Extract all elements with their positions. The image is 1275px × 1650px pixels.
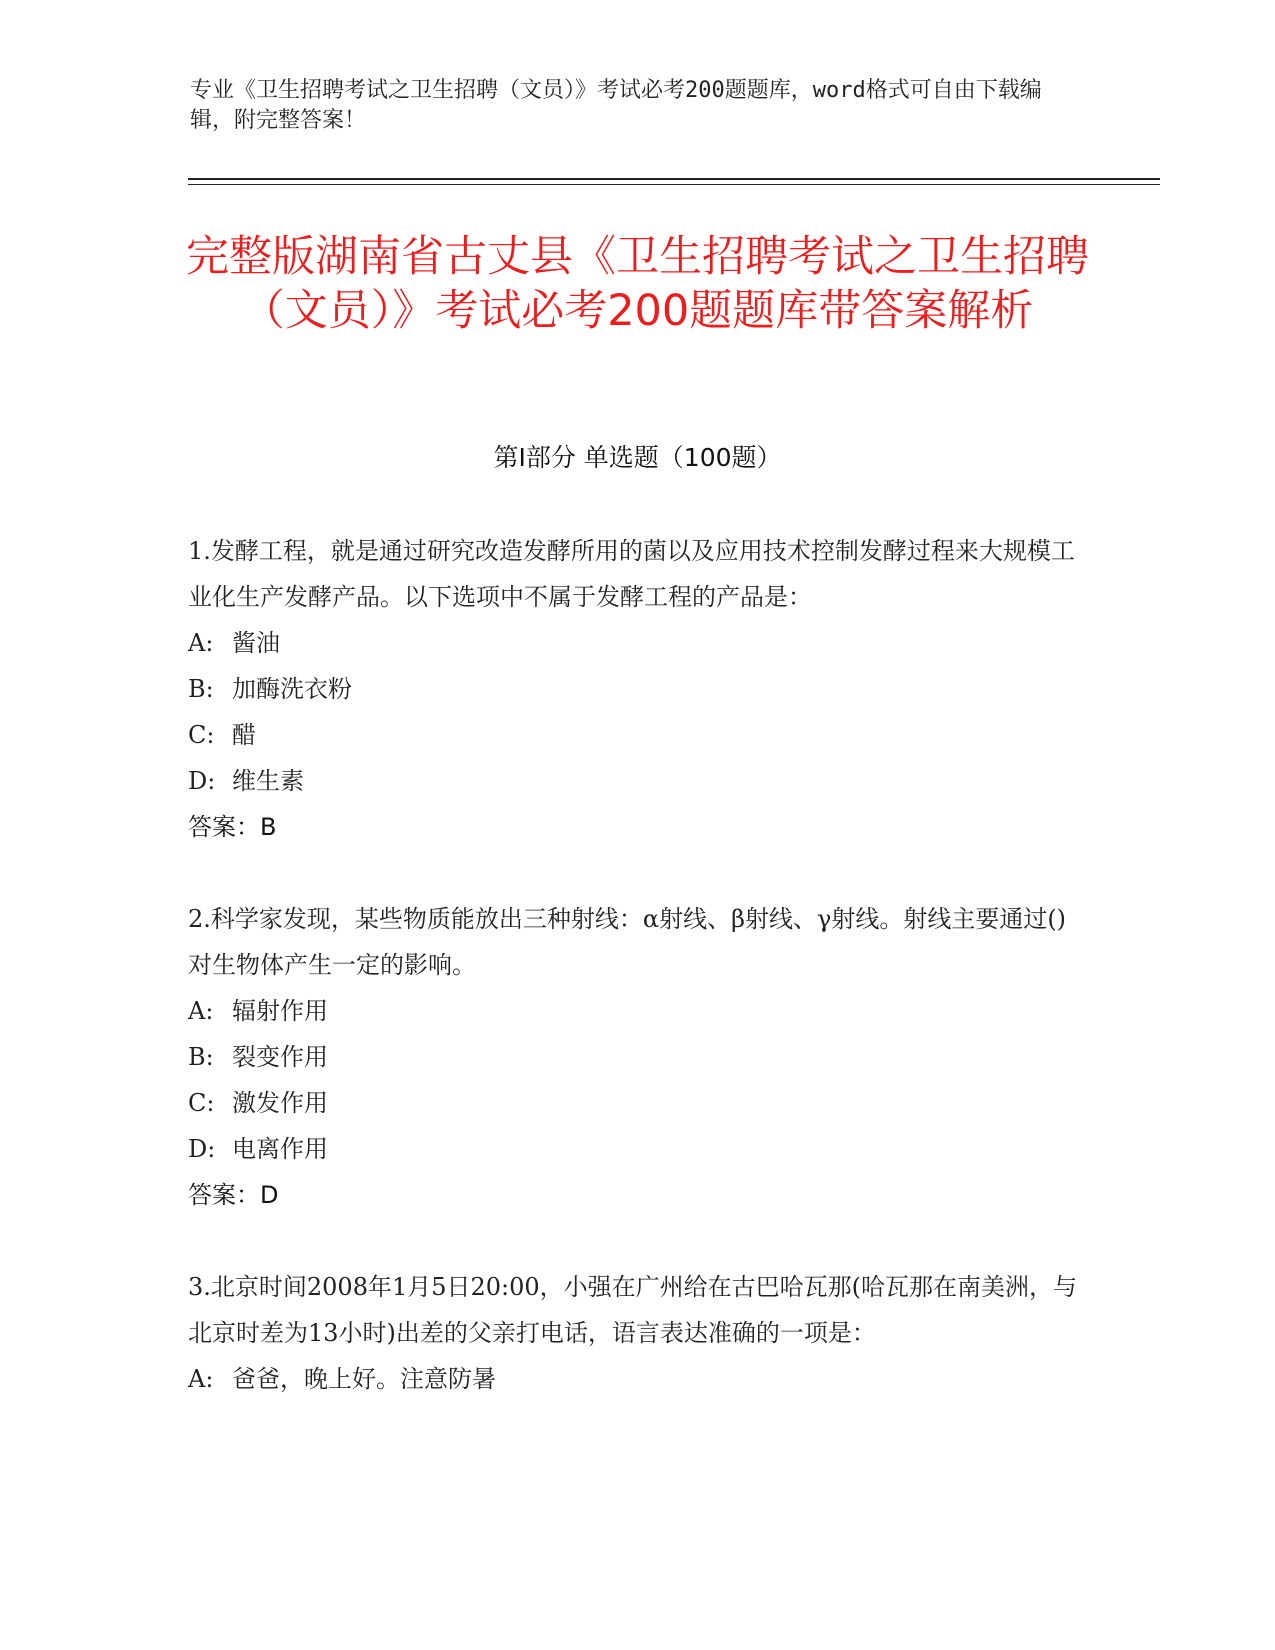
question-2 (188, 896, 1083, 1218)
header-divider-thick (188, 178, 1160, 180)
option-c (188, 1080, 1083, 1126)
option-a (188, 1356, 1083, 1402)
option-a (188, 988, 1083, 1034)
option-key: D: (188, 1135, 216, 1163)
option-d (188, 1126, 1083, 1172)
option-text: 维生素 (232, 767, 304, 795)
option-text: 辐射作用 (232, 997, 328, 1025)
question-list (188, 528, 1083, 1402)
question-stem: 2.科学家发现，某些物质能放出三种射线：α射线、β射线、γ射线。射线主要通过()对生物体产生一定的影响。 (188, 905, 1067, 979)
answer-line: 答案：B (188, 813, 277, 841)
option-b (188, 1034, 1083, 1080)
question-stem: 1.发酵工程，就是通过研究改造发酵所用的菌以及应用技术控制发酵过程来大规模工业化生产发酵产品。以下选项中不属于发酵工程的产品是： (188, 537, 1075, 611)
option-a (188, 620, 1083, 666)
option-d (188, 758, 1083, 804)
question-stem: 3.北京时间2008年1月5日20:00，小强在广州给在古巴哈瓦那(哈瓦那在南美洲，与北京时差为13小时)出差的父亲打电话，语言表达准确的一项是： (188, 1273, 1078, 1347)
option-c (188, 712, 1083, 758)
question-1 (188, 528, 1083, 850)
option-key: B: (188, 675, 214, 703)
option-text: 醋 (232, 721, 256, 749)
option-key: B: (188, 1043, 214, 1071)
option-key: A: (188, 629, 214, 657)
question-3 (188, 1264, 1083, 1402)
option-key: C: (188, 1089, 215, 1117)
answer-line: 答案：D (188, 1181, 279, 1209)
option-key: A: (188, 1365, 214, 1393)
option-text: 加酶洗衣粉 (232, 675, 352, 703)
option-key: C: (188, 721, 215, 749)
option-b (188, 666, 1083, 712)
option-key: D: (188, 767, 216, 795)
header-note: 专业《卫生招聘考试之卫生招聘（文员）》考试必考200题题库，word格式可自由下载编辑，附完整答案！ (190, 78, 1042, 133)
header-divider-thin (188, 184, 1160, 185)
document-title: 完整版湖南省古丈县《卫生招聘考试之卫生招聘（文员）》考试必考200题题库带答案解析 (186, 232, 1089, 336)
option-text: 爸爸，晚上好。注意防暑 (232, 1365, 496, 1393)
option-text: 激发作用 (232, 1089, 328, 1117)
section-heading: 第Ⅰ部分 单选题（100题） (493, 443, 782, 472)
option-key: A: (188, 997, 214, 1025)
option-text: 酱油 (232, 629, 280, 657)
option-text: 裂变作用 (232, 1043, 328, 1071)
option-text: 电离作用 (232, 1135, 328, 1163)
